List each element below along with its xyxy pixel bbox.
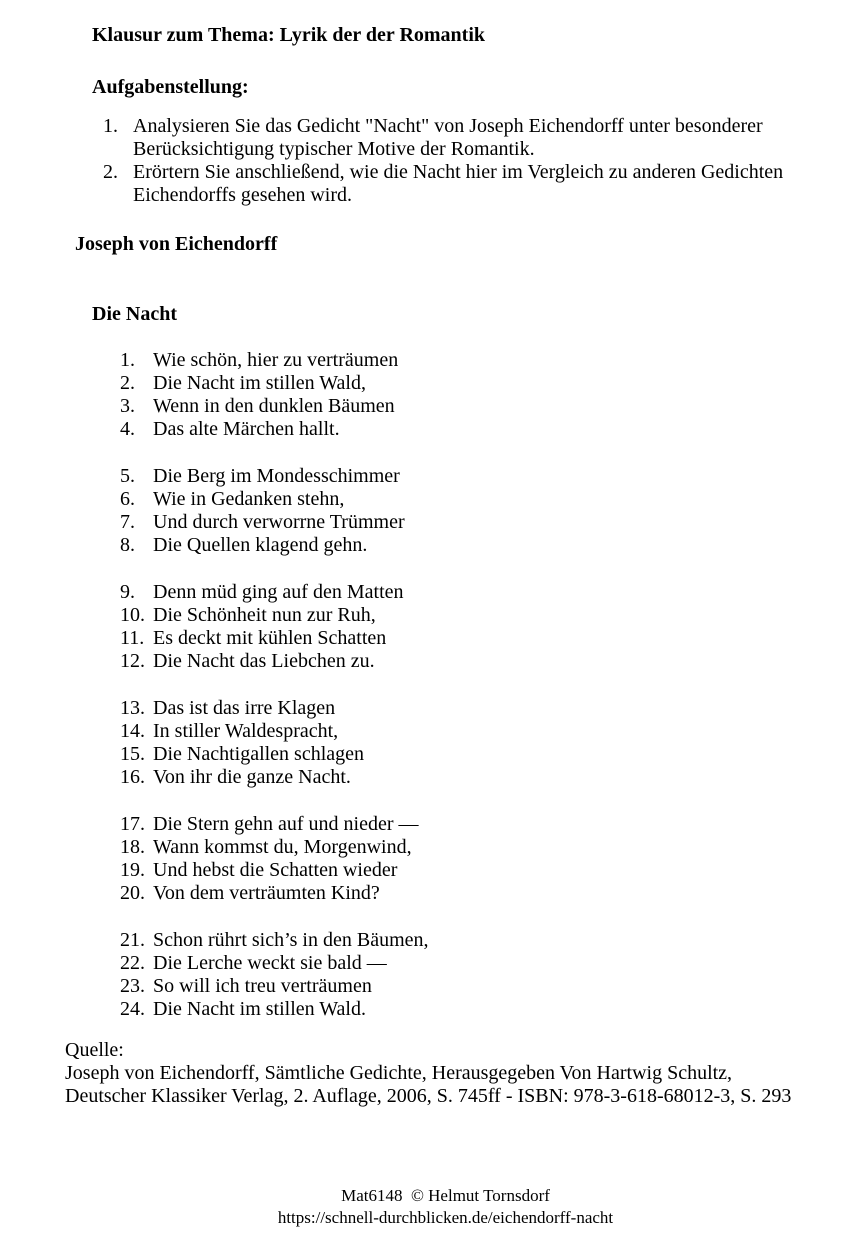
poem-line-number: 13. (120, 697, 145, 719)
poem-line-number: 4. (120, 418, 135, 440)
poem-line (120, 859, 429, 882)
poem-line-text: Und durch verworrne Trümmer (153, 511, 405, 533)
poem-line-text: Die Nacht im stillen Wald, (153, 372, 366, 394)
poem-line (120, 488, 429, 511)
poem-line (120, 952, 429, 975)
poem-line-number: 16. (120, 766, 145, 788)
task-text-line: Analysieren Sie das Gedicht "Nacht" von Joseph Eichendorff unter besonderer (133, 115, 763, 137)
poem-line-number: 20. (120, 882, 145, 904)
poem-line (120, 418, 429, 441)
poem-line-text: Die Stern gehn auf und nieder — (153, 813, 419, 835)
author-heading: Joseph von Eichendorff (75, 233, 278, 255)
task-list (103, 115, 783, 207)
poem-line-number: 19. (120, 859, 145, 881)
poem-stanza (120, 697, 429, 789)
poem-line-text: Die Quellen klagend gehn. (153, 534, 368, 556)
footer-url: https://schnell-durchblicken.de/eichendorff-nacht (277, 1208, 614, 1227)
poem-line-number: 15. (120, 743, 145, 765)
poem-line-text: Die Nachtigallen schlagen (153, 743, 365, 765)
poem-line-text: Wie schön, hier zu verträumen (153, 349, 399, 371)
poem-line-number: 14. (120, 720, 145, 742)
poem-line (120, 349, 429, 372)
poem-title: Die Nacht (92, 303, 177, 325)
poem-line (120, 581, 429, 604)
poem-line (120, 720, 429, 743)
poem-line (120, 372, 429, 395)
task-item (103, 115, 783, 161)
poem-line-text: Das ist das irre Klagen (153, 697, 336, 719)
poem-stanza (120, 929, 429, 1021)
poem-line (120, 604, 429, 627)
task-number: 2. (103, 161, 118, 183)
poem-line-number: 17. (120, 813, 145, 835)
poem-line-number: 9. (120, 581, 135, 603)
poem-line-number: 18. (120, 836, 145, 858)
poem-stanza (120, 465, 429, 557)
task-text (133, 161, 783, 207)
poem-line-text: Wenn in den dunklen Bäumen (153, 395, 395, 417)
poem-line-text: Wie in Gedanken stehn, (153, 488, 345, 510)
task-text-line: Eichendorffs gesehen wird. (133, 184, 353, 206)
poem-stanza (120, 349, 429, 441)
poem-line-number: 5. (120, 465, 135, 487)
poem (120, 349, 429, 1021)
task-text (133, 115, 763, 161)
poem-line (120, 836, 429, 859)
document-title: Klausur zum Thema: Lyrik der der Romantik (92, 24, 486, 46)
poem-line (120, 650, 429, 673)
poem-line (120, 766, 429, 789)
poem-line (120, 813, 429, 836)
poem-line-text: Die Nacht im stillen Wald. (153, 998, 366, 1020)
poem-line-number: 21. (120, 929, 145, 951)
poem-line-text: Schon rührt sich’s in den Bäumen, (153, 929, 429, 951)
poem-line-number: 6. (120, 488, 135, 510)
poem-stanza (120, 813, 429, 905)
task-text-line: Berücksichtigung typischer Motive der Romantik. (133, 138, 535, 160)
poem-line-number: 1. (120, 349, 135, 371)
poem-line (120, 511, 429, 534)
poem-line-text: Das alte Märchen hallt. (153, 418, 340, 440)
source-line: Joseph von Eichendorff, Sämtliche Gedichte, Herausgegeben Von Hartwig Schultz, (65, 1062, 733, 1084)
source-label: Quelle: (65, 1039, 124, 1061)
source-lines (65, 1062, 791, 1108)
page-footer (0, 1185, 863, 1229)
poem-line-number: 2. (120, 372, 135, 394)
poem-line-number: 11. (120, 627, 145, 649)
poem-line-number: 10. (120, 604, 145, 626)
poem-line (120, 465, 429, 488)
poem-line-number: 24. (120, 998, 145, 1020)
poem-line (120, 697, 429, 720)
footer-material-id: Mat6148 © Helmut Tornsdorf (341, 1186, 550, 1205)
poem-line-number: 8. (120, 534, 135, 556)
poem-stanza (120, 581, 429, 673)
source-block (65, 1039, 791, 1108)
poem-line-number: 23. (120, 975, 145, 997)
poem-line-number: 12. (120, 650, 145, 672)
poem-line-text: Die Nacht das Liebchen zu. (153, 650, 375, 672)
poem-line-text: Und hebst die Schatten wieder (153, 859, 398, 881)
task-number: 1. (103, 115, 118, 137)
poem-line-text: Von dem verträumten Kind? (153, 882, 380, 904)
poem-line-text: Die Lerche weckt sie bald — (153, 952, 387, 974)
poem-line (120, 929, 429, 952)
poem-line (120, 743, 429, 766)
poem-line-number: 7. (120, 511, 135, 533)
poem-line (120, 882, 429, 905)
poem-line-text: Es deckt mit kühlen Schatten (153, 627, 387, 649)
poem-line (120, 627, 429, 650)
poem-line (120, 998, 429, 1021)
poem-line-text: Die Schönheit nun zur Ruh, (153, 604, 376, 626)
source-line: Deutscher Klassiker Verlag, 2. Auflage, 2006, S. 745ff - ISBN: 978-3-618-68012-3, S. 293 (65, 1085, 792, 1107)
poem-line-text: Wann kommst du, Morgenwind, (153, 836, 412, 858)
poem-line-text: Denn müd ging auf den Matten (153, 581, 404, 603)
poem-line-text: Von ihr die ganze Nacht. (153, 766, 351, 788)
poem-line-number: 3. (120, 395, 135, 417)
poem-line (120, 975, 429, 998)
poem-line-text: Die Berg im Mondesschimmer (153, 465, 400, 487)
task-item (103, 161, 783, 207)
poem-line-text: So will ich treu verträumen (153, 975, 372, 997)
poem-line-number: 22. (120, 952, 145, 974)
poem-line (120, 534, 429, 557)
poem-line (120, 395, 429, 418)
task-text-line: Erörtern Sie anschließend, wie die Nacht hier im Vergleich zu anderen Gedichten (133, 161, 784, 183)
tasks-heading: Aufgabenstellung: (92, 76, 249, 98)
poem-line-text: In stiller Waldespracht, (153, 720, 339, 742)
